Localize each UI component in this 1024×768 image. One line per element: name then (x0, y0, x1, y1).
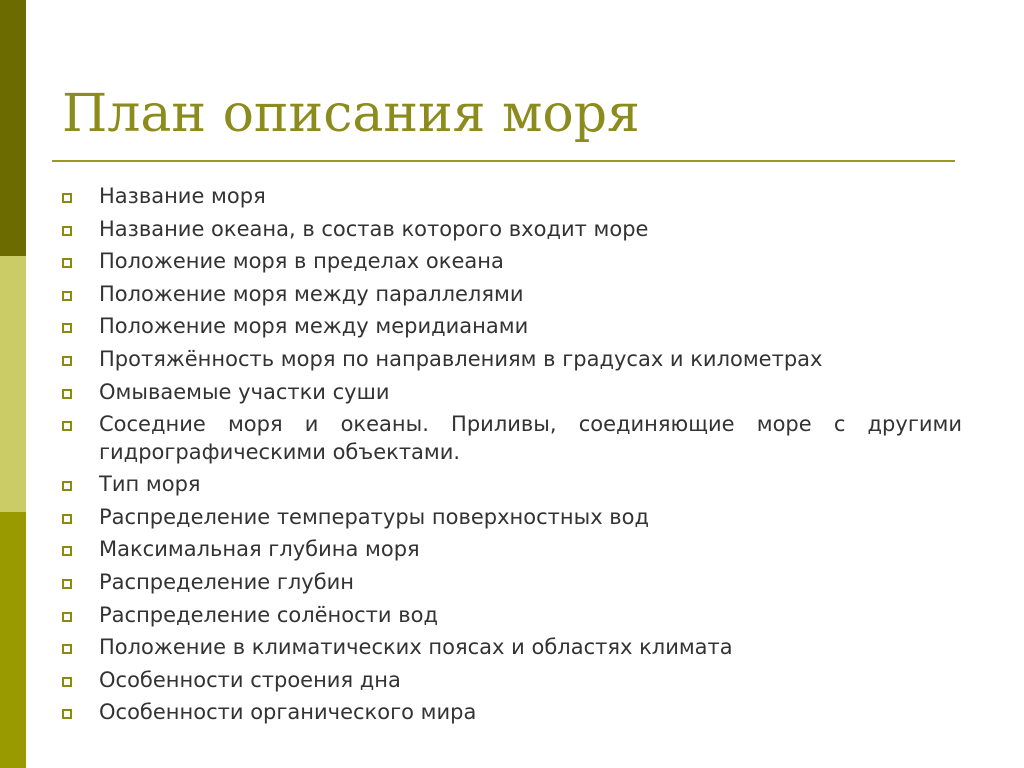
list-item (62, 698, 962, 727)
list-item (62, 247, 962, 276)
square-bullet-icon (62, 323, 72, 333)
square-bullet-icon (62, 677, 72, 687)
list-item (62, 470, 962, 499)
list-item-text: Тип моря (99, 472, 201, 497)
list-item-text: Положение моря между параллелями (99, 281, 524, 306)
square-bullet-icon (62, 291, 72, 301)
list-item-text: Распределение солёности вод (99, 602, 438, 627)
list-item-text: Особенности строения дна (99, 667, 401, 692)
plan-list (62, 182, 962, 731)
list-item-text: Распределение температуры поверхностных вод (99, 504, 650, 529)
list-item (62, 666, 962, 695)
square-bullet-icon (62, 389, 72, 399)
square-bullet-icon (62, 193, 72, 203)
list-item (62, 280, 962, 309)
square-bullet-icon (62, 481, 72, 491)
list-item-text: Максимальная глубина моря (99, 537, 420, 562)
title-underline (52, 160, 955, 162)
square-bullet-icon (62, 644, 72, 654)
list-item-text: Название океана, в состав которого входит море (99, 216, 649, 241)
square-bullet-icon (62, 514, 72, 524)
side-bar-top-segment (0, 0, 26, 256)
list-item-text: Омываемые участки суши (99, 379, 390, 404)
list-item (62, 568, 962, 597)
list-item (62, 535, 962, 564)
list-item (62, 215, 962, 244)
list-item (62, 378, 962, 407)
list-item (62, 503, 962, 532)
side-bar-bottom-segment (0, 512, 26, 768)
list-item-text: Название моря (99, 184, 266, 208)
list-item (62, 312, 962, 341)
list-item (62, 601, 962, 630)
list-item-text: Положение моря в пределах океана (99, 249, 504, 274)
side-bar-middle-segment (0, 256, 26, 512)
list-item (62, 633, 962, 662)
list-item-text: Положение в климатических поясах и областях климата (99, 635, 733, 660)
square-bullet-icon (62, 612, 72, 622)
square-bullet-icon (62, 356, 72, 366)
list-item (62, 182, 962, 211)
square-bullet-icon (62, 421, 72, 431)
list-item-text: Распределение глубин (99, 569, 355, 594)
square-bullet-icon (62, 546, 72, 556)
list-item-text: Положение моря между меридианами (99, 314, 529, 339)
list-item-text: Соседние моря и океаны. Приливы, соединяющие море с другими гидрографическими объектами. (99, 412, 962, 465)
square-bullet-icon (62, 258, 72, 268)
list-item (62, 410, 962, 466)
list-item (62, 345, 962, 374)
square-bullet-icon (62, 226, 72, 236)
list-item-text: Особенности органического мира (99, 700, 477, 725)
list-item-text: Протяжённость моря по направлениям в градусах и километрах (99, 346, 823, 371)
square-bullet-icon (62, 579, 72, 589)
square-bullet-icon (62, 709, 72, 719)
slide-title: План описания моря (62, 84, 640, 144)
